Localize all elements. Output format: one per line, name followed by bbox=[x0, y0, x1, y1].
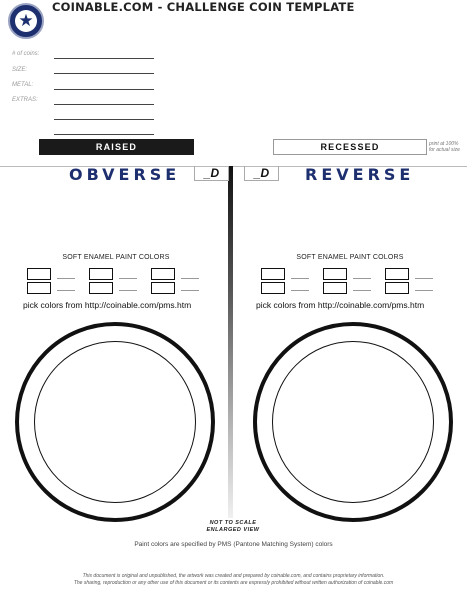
print-size-note bbox=[429, 141, 460, 153]
field-line-size[interactable] bbox=[54, 73, 154, 74]
obverse-color-line[interactable] bbox=[57, 290, 75, 291]
footer-line2: The sharing, reproduction or any other use of this document or its contents are expressly prohibited without written authorization of coinable.com bbox=[73, 579, 394, 586]
reverse-color-line[interactable] bbox=[353, 290, 371, 291]
logo-center bbox=[15, 10, 37, 32]
field-line-metal[interactable] bbox=[54, 89, 154, 90]
reverse-coin-inner-ring bbox=[272, 341, 434, 503]
star-icon: ★ bbox=[18, 11, 34, 31]
reverse-color-swatch[interactable] bbox=[385, 268, 409, 280]
field-line-extras-3[interactable] bbox=[54, 134, 154, 135]
obverse-coin-outline bbox=[15, 322, 215, 522]
field-line-coins[interactable] bbox=[54, 58, 154, 59]
reverse-color-swatch[interactable] bbox=[323, 268, 347, 280]
recessed-option[interactable]: RECESSED bbox=[273, 139, 427, 155]
field-label-size: SIZE: bbox=[12, 67, 28, 73]
obverse-color-swatch[interactable] bbox=[27, 282, 51, 294]
obverse-color-swatch[interactable] bbox=[27, 268, 51, 280]
field-line-extras-2[interactable] bbox=[54, 119, 154, 120]
reverse-color-swatch[interactable] bbox=[261, 268, 285, 280]
reverse-title: REVERSE bbox=[305, 165, 415, 184]
obverse-color-line[interactable] bbox=[181, 290, 199, 291]
field-label-coins: # of coins: bbox=[12, 51, 40, 57]
obverse-enamel-label: SOFT ENAMEL PAINT COLORS bbox=[62, 254, 170, 261]
obverse-color-swatch[interactable] bbox=[151, 282, 175, 294]
reverse-color-line[interactable] bbox=[415, 278, 433, 279]
reverse-2d-3d-box[interactable]: _D bbox=[244, 166, 279, 181]
obverse-color-line[interactable] bbox=[57, 278, 75, 279]
field-label-extras: EXTRAS: bbox=[12, 97, 38, 103]
print-note-line1: print at 100% bbox=[429, 141, 459, 147]
obverse-2d-3d-box[interactable]: _D bbox=[194, 166, 229, 181]
reverse-color-swatch[interactable] bbox=[323, 282, 347, 294]
reverse-enamel-label: SOFT ENAMEL PAINT COLORS bbox=[296, 254, 404, 261]
page-title: COINABLE.COM - CHALLENGE COIN TEMPLATE bbox=[52, 0, 355, 14]
reverse-pms-link[interactable]: pick colors from http://coinable.com/pms.htm bbox=[256, 300, 425, 310]
obverse-color-swatch[interactable] bbox=[89, 282, 113, 294]
obverse-color-swatch[interactable] bbox=[151, 268, 175, 280]
footer-disclaimer bbox=[0, 573, 467, 586]
reverse-color-line[interactable] bbox=[353, 278, 371, 279]
pms-note: Paint colors are specified by PMS (Pantone Matching System) colors bbox=[134, 541, 333, 548]
reverse-color-line[interactable] bbox=[415, 290, 433, 291]
reverse-coin-outline bbox=[253, 322, 453, 522]
print-note-line2: for actual size bbox=[429, 147, 460, 153]
obverse-coin-inner-ring bbox=[34, 341, 196, 503]
raised-option[interactable]: RAISED bbox=[39, 139, 194, 155]
center-divider bbox=[228, 166, 233, 518]
scale-note bbox=[183, 520, 283, 534]
coinable-logo bbox=[8, 3, 44, 39]
field-label-metal: METAL: bbox=[12, 82, 34, 88]
obverse-color-line[interactable] bbox=[181, 278, 199, 279]
obverse-color-line[interactable] bbox=[119, 278, 137, 279]
footer-line1: This document is original and unpublished, the artwork was created and prepared by coinable.com, and contains proprietary information. bbox=[82, 573, 385, 579]
scale-note-line2: ENLARGED VIEW bbox=[206, 527, 260, 533]
reverse-color-line[interactable] bbox=[291, 278, 309, 279]
obverse-color-line[interactable] bbox=[119, 290, 137, 291]
reverse-color-swatch[interactable] bbox=[261, 282, 285, 294]
obverse-pms-link[interactable]: pick colors from http://coinable.com/pms.htm bbox=[23, 300, 192, 310]
field-line-extras-1[interactable] bbox=[54, 104, 154, 105]
scale-note-line1: NOT TO SCALE bbox=[209, 520, 257, 526]
obverse-color-swatch[interactable] bbox=[89, 268, 113, 280]
reverse-color-swatch[interactable] bbox=[385, 282, 409, 294]
obverse-title: OBVERSE bbox=[69, 165, 181, 184]
reverse-color-line[interactable] bbox=[291, 290, 309, 291]
